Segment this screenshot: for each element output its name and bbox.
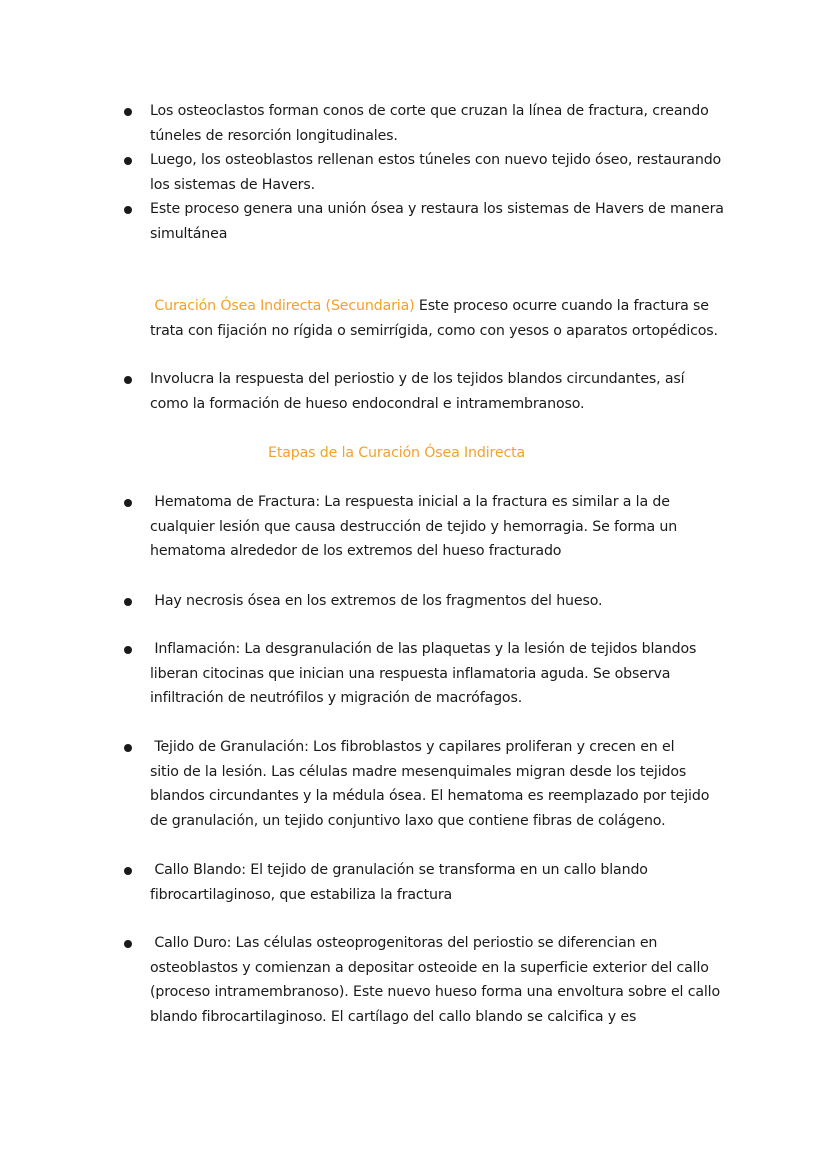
indirect-healing-paragraph xyxy=(150,294,740,343)
bullet-dot-icon xyxy=(124,206,132,214)
list-item-union xyxy=(150,197,735,246)
text-line: los sistemas de Havers. xyxy=(150,176,315,193)
text-line: trata con fijación no rígida o semirrígida, como con yesos o aparatos ortopédicos. xyxy=(150,322,718,339)
text-line: simultánea xyxy=(150,225,228,242)
bullet-dot-icon xyxy=(124,940,132,948)
text-line: (proceso intramembranoso). Este nuevo hueso forma una envoltura sobre el callo xyxy=(150,984,721,1000)
text-line: Luego, los osteoblastos rellenan estos túneles con nuevo tejido óseo, restaurando xyxy=(150,152,722,168)
text-line: como la formación de hueso endocondral e intramembranoso. xyxy=(150,395,585,412)
list-item-granulation xyxy=(150,735,735,833)
bullet-dot-icon xyxy=(124,598,132,606)
bullet-dot-icon xyxy=(124,499,132,507)
list-item-osteoblasts xyxy=(150,148,735,197)
bullet-dot-icon xyxy=(124,376,132,384)
list-item-osteoclasts xyxy=(150,99,735,148)
text-line: blandos circundantes y la médula ósea. El hematoma es reemplazado por tejido xyxy=(150,788,710,804)
bullet-dot-icon xyxy=(124,646,132,654)
text-line: Tejido de Granulación: Los fibroblastos y capilares proliferan y crecen en el xyxy=(150,739,675,755)
text-line: osteoblastos y comienzan a depositar osteoide en la superficie exterior del callo xyxy=(150,959,709,976)
text-line: infiltración de neutrófilos y migración de macrófagos. xyxy=(150,690,523,706)
text-line: cualquier lesión que causa destrucción de tejido y hemorragia. Se forma un xyxy=(150,518,678,535)
text-line: fibrocartilaginoso, que estabiliza la fractura xyxy=(150,886,453,903)
text-line: de granulación, un tejido conjuntivo laxo que contiene fibras de colágeno. xyxy=(150,812,666,829)
text-line: Hay necrosis ósea en los extremos de los fragmentos del hueso. xyxy=(150,593,603,609)
text-line xyxy=(150,294,740,319)
list-item-inflammation xyxy=(150,637,735,711)
text-line: Inflamación: La desgranulación de las plaquetas y la lesión de tejidos blandos xyxy=(150,641,697,657)
bullet-dot-icon xyxy=(124,108,132,116)
list-item-hard-callus xyxy=(150,931,735,1029)
section-title: Curación Ósea Indirecta (Secundaria) xyxy=(154,298,415,314)
text-line: Callo Blando: El tejido de granulación se transforma en un callo blando xyxy=(150,862,648,878)
list-item-hematoma xyxy=(150,490,735,564)
list-item-periosteum xyxy=(150,367,735,416)
text-line: Involucra la respuesta del periostio y de los tejidos blandos circundantes, así xyxy=(150,371,685,387)
text-line: Hematoma de Fractura: La respuesta inicial a la fractura es similar a la de xyxy=(150,494,670,510)
bullet-dot-icon xyxy=(124,744,132,752)
intro-text: Este proceso ocurre cuando la fractura se xyxy=(414,298,709,314)
list-item-soft-callus xyxy=(150,858,735,907)
text-line: Los osteoclastos forman conos de corte que cruzan la línea de fractura, creando xyxy=(150,103,709,119)
list-item-necrosis xyxy=(150,589,735,614)
text-line: blando fibrocartilaginoso. El cartílago del callo blando se calcifica y es xyxy=(150,1008,637,1025)
text-line: sitio de la lesión. Las células madre mesenquimales migran desde los tejidos xyxy=(150,763,687,780)
bullet-dot-icon xyxy=(124,867,132,875)
text-line: liberan citocinas que inician una respuesta inflamatoria aguda. Se observa xyxy=(150,665,671,682)
text-line: Este proceso genera una unión ósea y restaura los sistemas de Havers de manera xyxy=(150,201,724,217)
text-line: hematoma alrededor de los extremos del hueso fracturado xyxy=(150,543,562,559)
bullet-dot-icon xyxy=(124,157,132,165)
stages-heading: Etapas de la Curación Ósea Indirecta xyxy=(268,445,526,461)
text-line: Callo Duro: Las células osteoprogenitoras del periostio se diferencian en xyxy=(150,935,658,951)
text-line: túneles de resorción longitudinales. xyxy=(150,127,398,144)
